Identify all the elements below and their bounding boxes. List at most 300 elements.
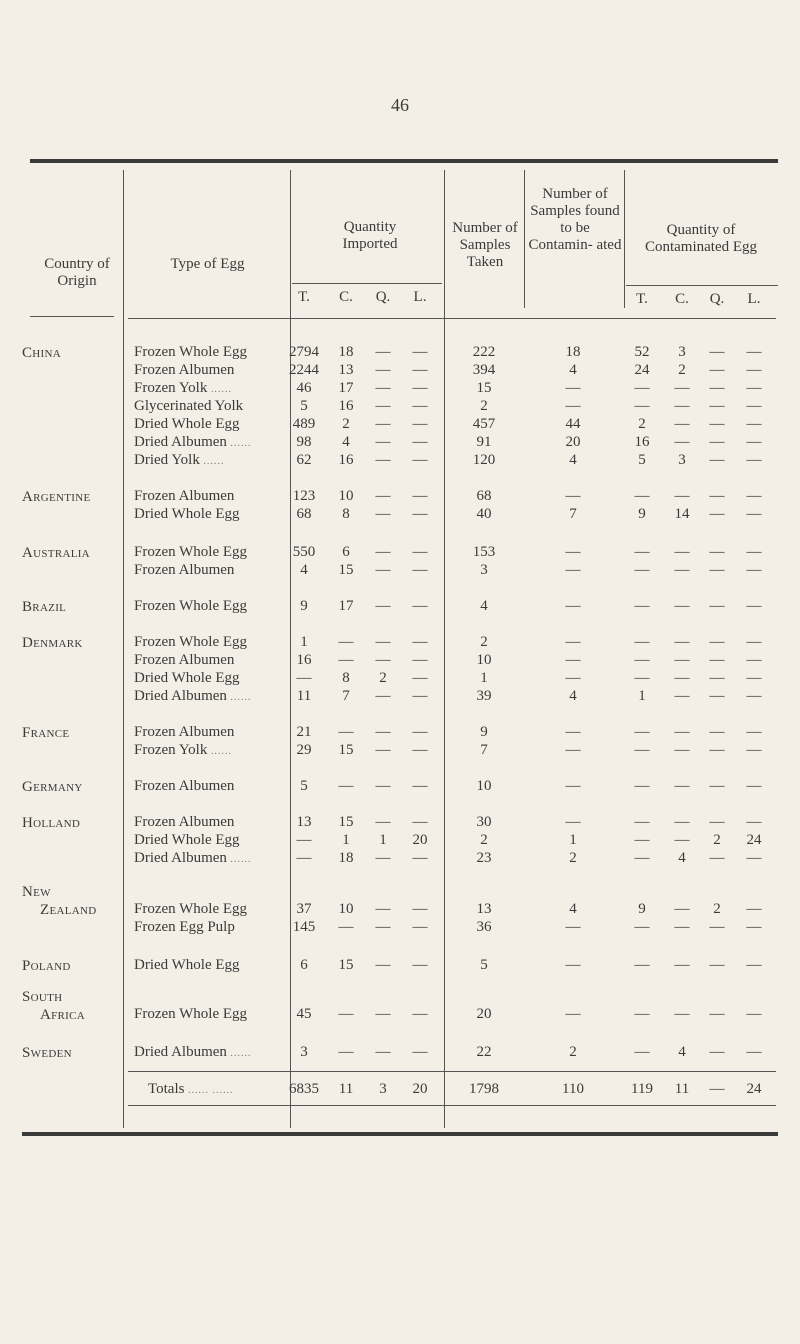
- samples-contaminated-value: —: [565, 957, 581, 973]
- quantity-imported-value: 6: [300, 957, 308, 973]
- samples-taken-value: 10: [476, 652, 492, 668]
- leader-dots: ......: [207, 384, 232, 395]
- quantity-contaminated-value: —: [746, 544, 762, 560]
- quantity-imported-value: 10: [338, 901, 354, 917]
- quantity-contaminated-value: —: [746, 562, 762, 578]
- samples-taken-value: 120: [472, 452, 496, 468]
- quantity-imported-value: 6: [342, 544, 350, 560]
- quantity-contaminated-value: —: [674, 901, 690, 917]
- samples-taken-value: 10: [476, 778, 492, 794]
- quantity-contaminated-value: —: [709, 380, 725, 396]
- quantity-imported-value: —: [375, 634, 391, 650]
- subheader-contaminated-0: T.: [636, 291, 648, 307]
- quantity-contaminated-value: —: [709, 850, 725, 866]
- quantity-imported-value: —: [296, 832, 312, 848]
- quantity-imported-value: 4: [342, 434, 350, 450]
- egg-type: Frozen Albumen: [134, 488, 235, 504]
- quantity-contaminated-value: —: [634, 634, 650, 650]
- quantity-imported-value: —: [375, 901, 391, 917]
- samples-contaminated-value: 4: [569, 362, 577, 378]
- quantity-imported-value: 2: [342, 416, 350, 432]
- quantity-imported-value: —: [412, 362, 428, 378]
- samples-taken-value: 457: [472, 416, 496, 432]
- quantity-imported-value: 21: [296, 724, 312, 740]
- quantity-imported-value: 7: [342, 688, 350, 704]
- quantity-imported-value: —: [375, 362, 391, 378]
- quantity-contaminated-value: —: [634, 398, 650, 414]
- quantity-imported-value: —: [338, 724, 354, 740]
- quantity-imported-value: —: [375, 488, 391, 504]
- quantity-imported-value: —: [412, 652, 428, 668]
- quantity-imported-value: —: [338, 652, 354, 668]
- country-name: Argentine: [22, 489, 91, 505]
- quantity-imported-value: 15: [338, 957, 354, 973]
- leader-dots: ......: [207, 746, 232, 757]
- quantity-contaminated-value: 24: [634, 362, 650, 378]
- quantity-contaminated-value: 2: [678, 362, 686, 378]
- quantity-imported-value: 62: [296, 452, 312, 468]
- quantity-imported-value: 11: [296, 688, 312, 704]
- samples-contaminated-value: 4: [569, 688, 577, 704]
- quantity-imported-value: —: [375, 850, 391, 866]
- quantity-imported-value: —: [412, 488, 428, 504]
- samples-taken-value: 20: [476, 1006, 492, 1022]
- samples-contaminated-value: —: [565, 724, 581, 740]
- quantity-contaminated-value: —: [674, 688, 690, 704]
- quantity-contaminated-value: —: [634, 850, 650, 866]
- quantity-contaminated-value: —: [634, 832, 650, 848]
- quantity-imported-value: 13: [296, 814, 312, 830]
- header-type: Type of Egg: [170, 256, 245, 272]
- samples-taken-value: 2: [480, 832, 488, 848]
- header-quantity-imported: Quantity Imported: [342, 219, 398, 252]
- quantity-contaminated-value: —: [709, 1044, 725, 1060]
- egg-type: Glycerinated Yolk: [134, 398, 244, 414]
- quantity-contaminated-value: —: [674, 562, 690, 578]
- quantity-imported-value: 1: [300, 634, 308, 650]
- quantity-contaminated-value: —: [746, 398, 762, 414]
- samples-taken-value: 36: [476, 919, 492, 935]
- samples-taken-value: 4: [480, 598, 488, 614]
- samples-contaminated-value: 20: [565, 434, 581, 450]
- subheader-rule: [626, 285, 778, 286]
- quantity-imported-value: —: [375, 652, 391, 668]
- quantity-contaminated-value: 5: [638, 452, 646, 468]
- egg-type: Dried Albumen ......: [134, 688, 252, 704]
- quantity-contaminated-value: —: [746, 1044, 762, 1060]
- samples-contaminated-value: 2: [569, 850, 577, 866]
- quantity-contaminated-value: —: [634, 562, 650, 578]
- samples-taken-value: 2: [480, 398, 488, 414]
- quantity-contaminated-value: —: [674, 724, 690, 740]
- quantity-contaminated-value: —: [746, 362, 762, 378]
- quantity-contaminated-value: 14: [674, 506, 690, 522]
- quantity-imported-value: —: [412, 598, 428, 614]
- quantity-imported-value: —: [338, 634, 354, 650]
- total-taken-value: 1798: [469, 1081, 499, 1097]
- subheader-imported-2: Q.: [375, 289, 391, 305]
- quantity-contaminated-value: 3: [678, 452, 686, 468]
- total-imported-value: 11: [338, 1081, 354, 1097]
- samples-contaminated-value: —: [565, 544, 581, 560]
- quantity-imported-value: 17: [338, 598, 354, 614]
- country-name-line: Africa: [40, 1007, 86, 1023]
- quantity-contaminated-value: —: [674, 814, 690, 830]
- quantity-contaminated-value: 9: [638, 506, 646, 522]
- bottom-rule: [22, 1132, 778, 1136]
- quantity-imported-value: —: [412, 434, 428, 450]
- quantity-contaminated-value: —: [634, 957, 650, 973]
- quantity-contaminated-value: —: [709, 814, 725, 830]
- total-contaminated-quantity-value: 24: [746, 1081, 762, 1097]
- egg-type: Frozen Whole Egg: [134, 634, 248, 650]
- quantity-contaminated-value: 52: [634, 344, 650, 360]
- quantity-imported-value: 68: [296, 506, 312, 522]
- quantity-contaminated-value: —: [709, 416, 725, 432]
- quantity-imported-value: —: [375, 434, 391, 450]
- quantity-contaminated-value: —: [674, 598, 690, 614]
- quantity-contaminated-value: —: [674, 919, 690, 935]
- header-quantity-contaminated: Quantity of Contaminated Egg: [644, 222, 758, 255]
- country-name: Holland: [22, 815, 81, 831]
- quantity-imported-value: —: [412, 901, 428, 917]
- quantity-imported-value: —: [412, 452, 428, 468]
- totals-rule: [128, 1071, 776, 1072]
- leader-dots: ......: [226, 854, 252, 865]
- quantity-contaminated-value: 2: [713, 901, 721, 917]
- quantity-imported-value: 4: [300, 562, 308, 578]
- samples-contaminated-value: —: [565, 670, 581, 686]
- quantity-contaminated-value: —: [709, 434, 725, 450]
- quantity-imported-value: —: [412, 670, 428, 686]
- samples-contaminated-value: —: [565, 919, 581, 935]
- quantity-contaminated-value: —: [709, 398, 725, 414]
- quantity-contaminated-value: —: [709, 778, 725, 794]
- quantity-imported-value: 16: [338, 398, 354, 414]
- header-rule: [30, 316, 114, 317]
- egg-type: Frozen Whole Egg: [134, 544, 248, 560]
- egg-type: Dried Whole Egg: [134, 670, 240, 686]
- samples-contaminated-value: 1: [569, 832, 577, 848]
- egg-type: Dried Whole Egg: [134, 416, 240, 432]
- quantity-contaminated-value: —: [674, 380, 690, 396]
- quantity-contaminated-value: —: [709, 688, 725, 704]
- country-name: China: [22, 345, 61, 361]
- column-divider: [524, 170, 525, 308]
- samples-contaminated-value: 7: [569, 506, 577, 522]
- quantity-contaminated-value: —: [746, 452, 762, 468]
- quantity-contaminated-value: —: [709, 452, 725, 468]
- egg-type: Dried Albumen ......: [134, 1044, 252, 1060]
- quantity-imported-value: 2794: [289, 344, 319, 360]
- quantity-imported-value: 5: [300, 778, 308, 794]
- total-imported-value: 3: [379, 1081, 387, 1097]
- quantity-contaminated-value: 4: [678, 1044, 686, 1060]
- quantity-imported-value: 20: [412, 832, 428, 848]
- egg-type: Dried Whole Egg: [134, 506, 240, 522]
- header-rule: [128, 318, 776, 319]
- quantity-imported-value: 18: [338, 344, 354, 360]
- quantity-contaminated-value: —: [746, 850, 762, 866]
- quantity-contaminated-value: —: [709, 1006, 725, 1022]
- quantity-contaminated-value: —: [709, 670, 725, 686]
- samples-taken-value: 22: [476, 1044, 492, 1060]
- samples-taken-value: 40: [476, 506, 492, 522]
- quantity-imported-value: —: [412, 814, 428, 830]
- quantity-imported-value: —: [375, 562, 391, 578]
- egg-type: Frozen Whole Egg: [134, 1006, 248, 1022]
- header-samples-contaminated: Number of Samples found to be Contamin- ated: [528, 186, 622, 253]
- quantity-imported-value: —: [375, 742, 391, 758]
- quantity-contaminated-value: —: [746, 724, 762, 740]
- quantity-imported-value: —: [412, 1044, 428, 1060]
- quantity-imported-value: 145: [292, 919, 316, 935]
- quantity-contaminated-value: 3: [678, 344, 686, 360]
- quantity-contaminated-value: —: [746, 814, 762, 830]
- egg-type: Dried Albumen ......: [134, 434, 252, 450]
- quantity-imported-value: 29: [296, 742, 312, 758]
- samples-contaminated-value: 4: [569, 901, 577, 917]
- quantity-contaminated-value: 24: [746, 832, 762, 848]
- totals-rule: [128, 1105, 776, 1106]
- samples-contaminated-value: 18: [565, 344, 581, 360]
- quantity-imported-value: 10: [338, 488, 354, 504]
- quantity-contaminated-value: —: [674, 957, 690, 973]
- quantity-contaminated-value: —: [709, 506, 725, 522]
- quantity-imported-value: 1: [379, 832, 387, 848]
- total-contaminated-quantity-value: —: [709, 1081, 725, 1097]
- subheader-contaminated-1: C.: [675, 291, 689, 307]
- quantity-contaminated-value: —: [674, 742, 690, 758]
- samples-contaminated-value: 44: [565, 416, 581, 432]
- quantity-contaminated-value: —: [634, 488, 650, 504]
- samples-contaminated-value: —: [565, 398, 581, 414]
- quantity-imported-value: —: [338, 778, 354, 794]
- quantity-imported-value: —: [338, 1006, 354, 1022]
- samples-taken-value: 68: [476, 488, 492, 504]
- quantity-imported-value: —: [412, 344, 428, 360]
- egg-type: Frozen Albumen: [134, 362, 235, 378]
- quantity-imported-value: —: [412, 778, 428, 794]
- egg-type: Frozen Albumen: [134, 814, 235, 830]
- samples-taken-value: 23: [476, 850, 492, 866]
- quantity-imported-value: —: [412, 506, 428, 522]
- samples-taken-value: 13: [476, 901, 492, 917]
- country-name: France: [22, 725, 70, 741]
- egg-type: Frozen Yolk ......: [134, 742, 232, 758]
- quantity-imported-value: —: [412, 957, 428, 973]
- quantity-contaminated-value: —: [709, 957, 725, 973]
- samples-taken-value: 5: [480, 957, 488, 973]
- quantity-imported-value: 550: [292, 544, 316, 560]
- quantity-contaminated-value: —: [709, 919, 725, 935]
- quantity-contaminated-value: 4: [678, 850, 686, 866]
- quantity-contaminated-value: —: [709, 724, 725, 740]
- quantity-contaminated-value: —: [709, 488, 725, 504]
- quantity-contaminated-value: —: [746, 652, 762, 668]
- country-name-line: New: [22, 884, 51, 900]
- quantity-contaminated-value: —: [634, 919, 650, 935]
- quantity-contaminated-value: —: [709, 742, 725, 758]
- quantity-imported-value: 98: [296, 434, 312, 450]
- samples-contaminated-value: —: [565, 778, 581, 794]
- quantity-imported-value: —: [375, 919, 391, 935]
- quantity-contaminated-value: 16: [634, 434, 650, 450]
- samples-taken-value: 153: [472, 544, 496, 560]
- column-divider: [123, 170, 124, 1128]
- quantity-contaminated-value: —: [674, 398, 690, 414]
- egg-type: Dried Albumen ......: [134, 850, 252, 866]
- quantity-contaminated-value: —: [674, 544, 690, 560]
- quantity-imported-value: 123: [292, 488, 316, 504]
- total-contaminated-value: 110: [562, 1081, 584, 1097]
- egg-type: Frozen Albumen: [134, 778, 235, 794]
- quantity-contaminated-value: —: [674, 832, 690, 848]
- country-name-line: South: [22, 989, 63, 1005]
- total-contaminated-quantity-value: 119: [631, 1081, 653, 1097]
- egg-type: Frozen Whole Egg: [134, 901, 248, 917]
- quantity-contaminated-value: 9: [638, 901, 646, 917]
- quantity-contaminated-value: —: [746, 380, 762, 396]
- quantity-contaminated-value: —: [746, 957, 762, 973]
- quantity-imported-value: 16: [296, 652, 312, 668]
- quantity-imported-value: —: [375, 688, 391, 704]
- subheader-imported-3: L.: [413, 289, 427, 305]
- quantity-contaminated-value: —: [674, 1006, 690, 1022]
- quantity-imported-value: 46: [296, 380, 312, 396]
- country-name: Denmark: [22, 635, 83, 651]
- quantity-imported-value: —: [412, 850, 428, 866]
- samples-taken-value: 1: [480, 670, 488, 686]
- quantity-contaminated-value: —: [674, 778, 690, 794]
- quantity-contaminated-value: —: [674, 416, 690, 432]
- quantity-contaminated-value: —: [709, 344, 725, 360]
- country-name: [22, 988, 117, 1024]
- quantity-imported-value: 2244: [289, 362, 319, 378]
- quantity-imported-value: 1: [342, 832, 350, 848]
- quantity-contaminated-value: —: [746, 488, 762, 504]
- samples-contaminated-value: —: [565, 1006, 581, 1022]
- samples-contaminated-value: —: [565, 488, 581, 504]
- samples-contaminated-value: —: [565, 742, 581, 758]
- samples-contaminated-value: —: [565, 380, 581, 396]
- subheader-contaminated-3: L.: [747, 291, 761, 307]
- egg-type: Frozen Albumen: [134, 562, 235, 578]
- quantity-contaminated-value: —: [674, 488, 690, 504]
- leader-dots: ......: [226, 692, 252, 703]
- column-divider: [624, 170, 625, 308]
- quantity-contaminated-value: 1: [638, 688, 646, 704]
- quantity-imported-value: —: [375, 598, 391, 614]
- column-divider: [444, 170, 445, 1128]
- country-name: Poland: [22, 958, 71, 974]
- quantity-imported-value: —: [338, 919, 354, 935]
- samples-taken-value: 39: [476, 688, 492, 704]
- samples-contaminated-value: 4: [569, 452, 577, 468]
- samples-taken-value: 91: [476, 434, 492, 450]
- samples-taken-value: 15: [476, 380, 492, 396]
- quantity-imported-value: —: [412, 562, 428, 578]
- quantity-contaminated-value: —: [634, 380, 650, 396]
- quantity-imported-value: —: [375, 416, 391, 432]
- page-number: 46: [391, 95, 409, 115]
- quantity-imported-value: —: [412, 1006, 428, 1022]
- quantity-imported-value: —: [375, 344, 391, 360]
- country-name: Australia: [22, 545, 90, 561]
- quantity-imported-value: 8: [342, 670, 350, 686]
- quantity-imported-value: —: [412, 724, 428, 740]
- quantity-contaminated-value: —: [746, 778, 762, 794]
- samples-taken-value: 7: [480, 742, 488, 758]
- quantity-contaminated-value: —: [746, 1006, 762, 1022]
- quantity-contaminated-value: —: [709, 562, 725, 578]
- quantity-imported-value: 13: [338, 362, 354, 378]
- samples-taken-value: 2: [480, 634, 488, 650]
- quantity-imported-value: —: [375, 814, 391, 830]
- quantity-imported-value: —: [375, 544, 391, 560]
- quantity-contaminated-value: —: [634, 544, 650, 560]
- quantity-imported-value: —: [375, 1006, 391, 1022]
- quantity-contaminated-value: —: [634, 724, 650, 740]
- quantity-contaminated-value: 2: [713, 832, 721, 848]
- egg-type: Frozen Whole Egg: [134, 344, 248, 360]
- quantity-imported-value: —: [375, 724, 391, 740]
- quantity-contaminated-value: —: [634, 778, 650, 794]
- quantity-imported-value: 2: [379, 670, 387, 686]
- subheader-imported-0: T.: [298, 289, 310, 305]
- quantity-imported-value: —: [412, 634, 428, 650]
- quantity-imported-value: —: [375, 398, 391, 414]
- subheader-rule: [292, 283, 442, 284]
- samples-contaminated-value: —: [565, 562, 581, 578]
- country-name-line: Zealand: [40, 902, 97, 918]
- samples-taken-value: 30: [476, 814, 492, 830]
- quantity-contaminated-value: —: [746, 598, 762, 614]
- quantity-contaminated-value: —: [709, 544, 725, 560]
- quantity-imported-value: —: [375, 1044, 391, 1060]
- quantity-contaminated-value: —: [674, 652, 690, 668]
- quantity-imported-value: 45: [296, 1006, 312, 1022]
- egg-type: Frozen Whole Egg: [134, 598, 248, 614]
- quantity-contaminated-value: 2: [638, 416, 646, 432]
- quantity-imported-value: 5: [300, 398, 308, 414]
- total-contaminated-quantity-value: 11: [674, 1081, 690, 1097]
- quantity-contaminated-value: —: [634, 652, 650, 668]
- country-name: Sweden: [22, 1045, 72, 1061]
- country-name: Germany: [22, 779, 83, 795]
- top-rule: [30, 159, 778, 163]
- egg-type: Frozen Yolk ......: [134, 380, 232, 396]
- quantity-imported-value: —: [296, 850, 312, 866]
- quantity-imported-value: —: [338, 1044, 354, 1060]
- quantity-contaminated-value: —: [746, 901, 762, 917]
- quantity-contaminated-value: —: [746, 688, 762, 704]
- quantity-imported-value: 15: [338, 814, 354, 830]
- egg-type: Frozen Albumen: [134, 724, 235, 740]
- leader-dots: ......: [226, 438, 252, 449]
- quantity-imported-value: —: [412, 398, 428, 414]
- quantity-imported-value: 15: [338, 562, 354, 578]
- egg-type: Dried Whole Egg: [134, 832, 240, 848]
- quantity-imported-value: 15: [338, 742, 354, 758]
- leader-dots: ......: [199, 456, 225, 467]
- quantity-contaminated-value: —: [746, 919, 762, 935]
- samples-taken-value: 222: [472, 344, 496, 360]
- quantity-imported-value: —: [375, 506, 391, 522]
- quantity-contaminated-value: —: [709, 598, 725, 614]
- quantity-contaminated-value: —: [634, 670, 650, 686]
- quantity-imported-value: —: [412, 416, 428, 432]
